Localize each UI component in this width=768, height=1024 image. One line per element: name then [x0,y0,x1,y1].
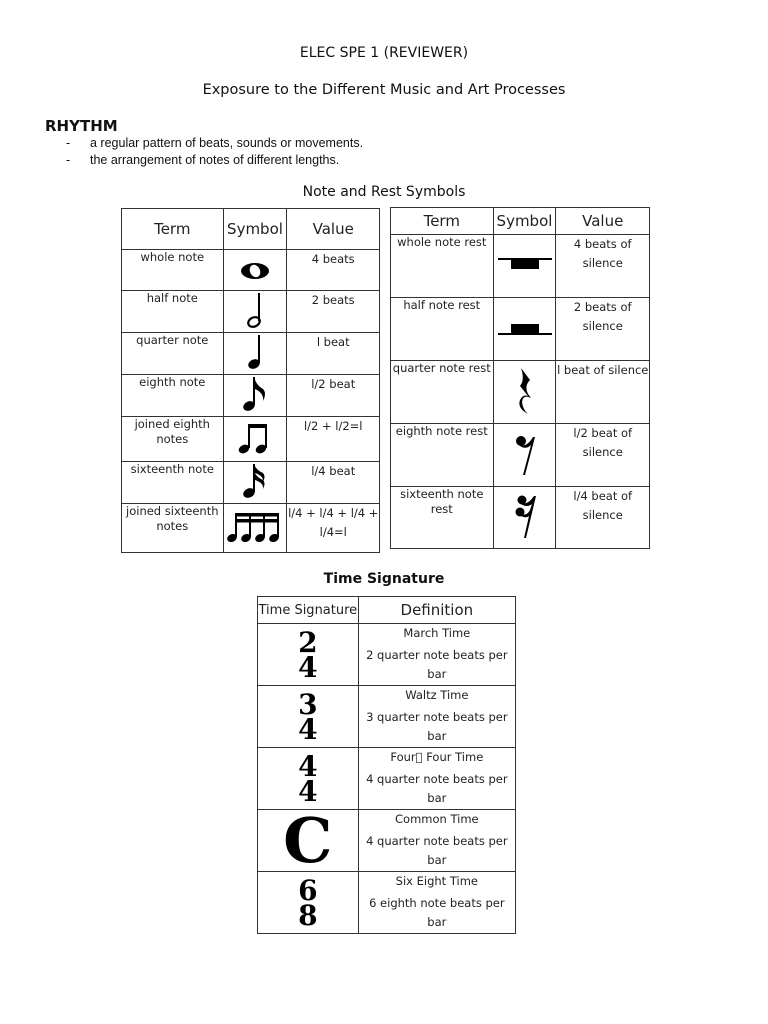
rest-term: half note rest [391,298,494,361]
note-symbol [223,417,287,462]
header-term: Term [391,208,494,235]
time-signature-caption: Time Signature [323,571,445,587]
table-row [122,417,380,462]
note-symbol [223,291,287,333]
time-signature-symbol [258,686,359,748]
sixteenth-note-icon [242,489,268,503]
note-symbol [223,333,287,375]
note-term: eighth note [122,375,224,417]
note-term: quarter note [122,333,224,375]
rest-value: l/4 beat of silence [556,487,650,549]
header-value: Value [287,209,380,250]
note-value: 2 beats [287,291,380,333]
table-row [391,298,650,361]
note-term: sixteenth note [122,462,224,504]
table-row [122,250,380,291]
header-symbol: Symbol [223,209,287,250]
note-term: whole note [122,250,224,291]
bullet-text: the arrangement of notes of different lengths. [90,153,340,167]
whole-note-icon [238,269,272,283]
time-sig-bottom: 4 [298,650,318,684]
time-signature-name: Four  Four Time [390,750,484,764]
eighth-note-icon [242,402,268,416]
note-term: joined sixteenth notes [122,504,224,553]
note-value: 4 beats [287,250,380,291]
table-header-row [122,209,380,250]
time-signature-desc: 4 quarter note beats per bar [366,834,508,867]
note-value: l/4 beat [287,462,380,504]
rest-symbol [493,487,556,549]
time-signature-desc: 4 quarter note beats per bar [366,772,508,805]
header-symbol: Symbol [493,208,556,235]
time-signature-symbol [258,803,359,877]
time-signature-definition [358,686,515,748]
table-row [391,424,650,487]
rest-value: l beat of silence [556,361,650,424]
rest-term: eighth note rest [391,424,494,487]
time-sig-top: 2 [298,625,318,659]
time-sig-bottom: 4 [298,774,318,808]
rest-value: 4 beats of silence [556,235,650,298]
rest-symbol [493,361,556,424]
bullet-dash: - [66,153,71,167]
note-symbol [223,375,287,417]
time-signature-symbol [258,624,359,686]
table-header-row [391,208,650,235]
time-sig-top: 6 [298,873,318,907]
time-signature-name: Common Time [395,812,479,826]
whole-rest-icon [498,264,552,278]
rest-term: quarter note rest [391,361,494,424]
time-signature-desc: 3 quarter note beats per bar [366,710,508,743]
header-definition: Definition [358,597,515,624]
rests-table [390,207,650,549]
note-term: half note [122,291,224,333]
common-time-icon: C [283,803,333,877]
notes-table [121,208,380,553]
time-signature-definition [358,748,515,810]
time-signature-name: Waltz Time [405,688,469,702]
rest-symbol [493,235,556,298]
time-signature-symbol [258,748,359,810]
table-header-row [258,597,516,624]
rest-symbol [493,424,556,487]
rhythm-heading: RHYTHM [45,117,118,135]
table-row [258,748,516,810]
rest-value: l/2 beat of silence [556,424,650,487]
sixteenth-rest-icon [513,529,537,543]
table-row [122,333,380,375]
bullet-dash: - [66,136,71,150]
note-value: l/2 beat [287,375,380,417]
joined-eighth-notes-icon [237,445,273,459]
table-row [122,291,380,333]
eighth-rest-icon [513,466,537,480]
table-row [258,686,516,748]
rhythm-bullet [66,136,363,150]
time-signature-name: March Time [403,626,471,640]
header-term: Term [122,209,224,250]
note-symbol [223,504,287,553]
document-title: ELEC SPE 1 (REVIEWER) [299,45,469,61]
table-row [122,504,380,553]
note-term: joined eighth notes [122,417,224,462]
header-value: Value [556,208,650,235]
note-rest-caption: Note and Rest Symbols [302,184,466,200]
time-signature-symbol [258,872,359,934]
table-row [122,462,380,504]
note-value: l/2 + l/2=l [287,417,380,462]
rest-term: sixteenth note rest [391,487,494,549]
note-value: l beat [287,333,380,375]
time-sig-top: 4 [298,749,318,783]
table-row [258,624,516,686]
table-row [391,361,650,424]
time-sig-bottom: 8 [298,898,318,932]
time-signature-definition [358,810,515,872]
header-time-signature: Time Signature [258,597,359,624]
table-row [122,375,380,417]
note-symbol [223,462,287,504]
table-row [391,235,650,298]
rest-term: whole note rest [391,235,494,298]
rest-value: 2 beats of silence [556,298,650,361]
rhythm-bullet [66,153,339,167]
time-signature-definition [358,624,515,686]
quarter-rest-icon [515,405,535,419]
time-signature-desc: 2 quarter note beats per bar [366,648,508,681]
document-subtitle: Exposure to the Different Music and Art Processes [202,82,566,98]
time-sig-top: 3 [298,687,318,721]
time-signature-desc: 6 eighth note beats per bar [369,896,505,929]
quarter-note-icon [245,360,265,374]
time-signature-table [257,596,516,934]
note-symbol [223,250,287,291]
time-sig-bottom: 4 [298,712,318,746]
bullet-text: a regular pattern of beats, sounds or movements. [90,136,364,150]
table-row [258,810,516,872]
time-signature-name: Six Eight Time [395,874,478,888]
half-note-icon [245,318,265,332]
time-signature-definition [358,872,515,934]
rest-symbol [493,298,556,361]
note-value: l/4 + l/4 + l/4 + l/4=l [287,504,380,553]
half-rest-icon [498,327,552,341]
table-row [391,487,650,549]
joined-sixteenth-notes-icon [226,534,284,548]
table-row [258,872,516,934]
